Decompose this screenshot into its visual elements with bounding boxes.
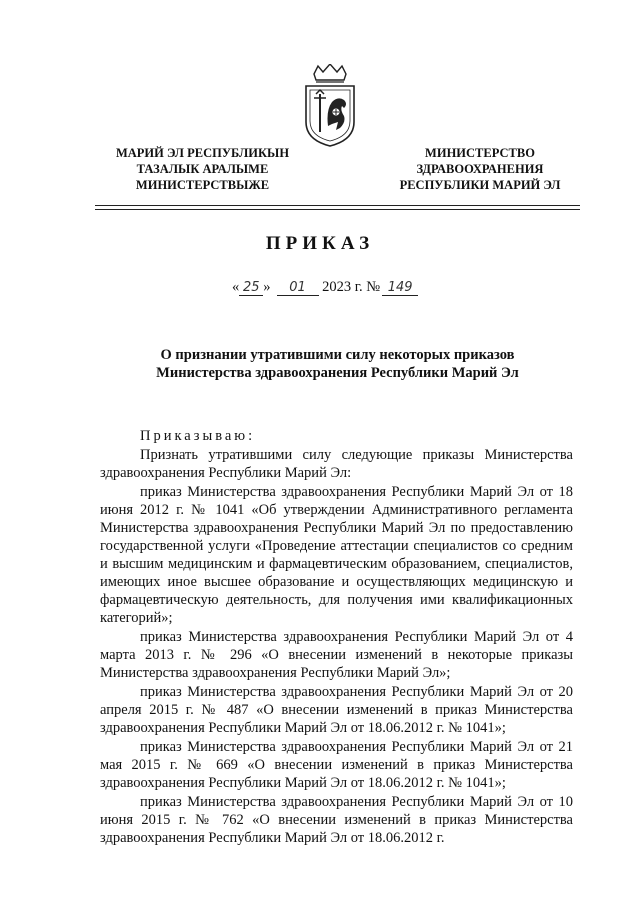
coat-of-arms-icon: [302, 64, 358, 148]
header-right-line-2: ЗДРАВООХРАНЕНИЯ: [416, 162, 544, 176]
document-title: ПРИКАЗ: [265, 233, 375, 254]
ministry-name-russian: [380, 145, 580, 193]
date-year-text: 2023 г. №: [322, 279, 381, 295]
header-left-line-1: МАРИЙ ЭЛ РЕСПУБЛИКЫН: [115, 146, 290, 160]
body-paragraph: приказ Министерства здравоохранения Республики Марий Эл от 20 апреля 2015 г. № 487 «О внесении изменений в приказ Министерства здравоохранения Республики Марий Эл от 18.06.2012 г. № 1041»;: [100, 684, 573, 736]
body-paragraph: приказ Министерства здравоохранения Республики Марий Эл от 21 мая 2015 г. № 669 «О внесении изменений в приказ Министерства здравоохранения Республики Марий Эл от 18.06.2012 г. № 1041»;: [100, 739, 573, 791]
document-body: [100, 427, 573, 848]
date-day-handwritten: 25: [239, 280, 263, 296]
header-right-line-1: МИНИСТЕРСТВО: [425, 146, 535, 160]
date-number-line: [232, 279, 418, 296]
header-divider-thick: [95, 205, 580, 206]
document-subject: [95, 346, 580, 382]
order-number-handwritten: 149: [382, 280, 418, 296]
date-month-handwritten: 01: [277, 280, 319, 296]
date-close-quote: »: [263, 279, 271, 295]
header-right-line-3: РЕСПУБЛИКИ МАРИЙ ЭЛ: [399, 178, 561, 192]
subject-line-1: О признании утратившими силу некоторых приказов: [160, 347, 515, 363]
header-divider-thin: [95, 209, 580, 210]
header-left-line-2: ТАЗАЛЫК АРАЛЫМЕ: [136, 162, 269, 176]
ministry-name-mari: [95, 145, 310, 193]
header-left-line-3: МИНИСТЕРСТВЫЖЕ: [135, 178, 270, 192]
body-paragraph: приказ Министерства здравоохранения Республики Марий Эл от 10 июня 2015 г. № 762 «О внесении изменений в приказ Министерства здравоохранения Республики Марий Эл от 18.06.2012 г.: [100, 794, 573, 846]
body-paragraph: приказ Министерства здравоохранения Республики Марий Эл от 4 марта 2013 г. № 296 «О внесении изменений в некоторые приказы Министерства здравоохранения Республики Марий Эл»;: [100, 629, 573, 681]
order-word: Приказываю:: [140, 428, 256, 444]
body-paragraph: Признать утратившими силу следующие приказы Министерства здравоохранения Республики Марий Эл:: [100, 447, 573, 481]
body-paragraph: приказ Министерства здравоохранения Республики Марий Эл от 18 июня 2012 г. № 1041 «Об утверждении Административного регламента Министерства здравоохранения Республики Марий Эл по предоставлению государственной услуги «Проведение аттестации специалистов со средним и высшим медицинским и фармацевтическим образованием, специалистов, имеющих иное высшее образование и осуществляющих медицинскую и фармацевтическую деятельность, для получения ими квалификационных категорий»;: [100, 484, 573, 626]
date-open-quote: «: [232, 279, 240, 295]
subject-line-2: Министерства здравоохранения Республики Марий Эл: [156, 365, 519, 381]
